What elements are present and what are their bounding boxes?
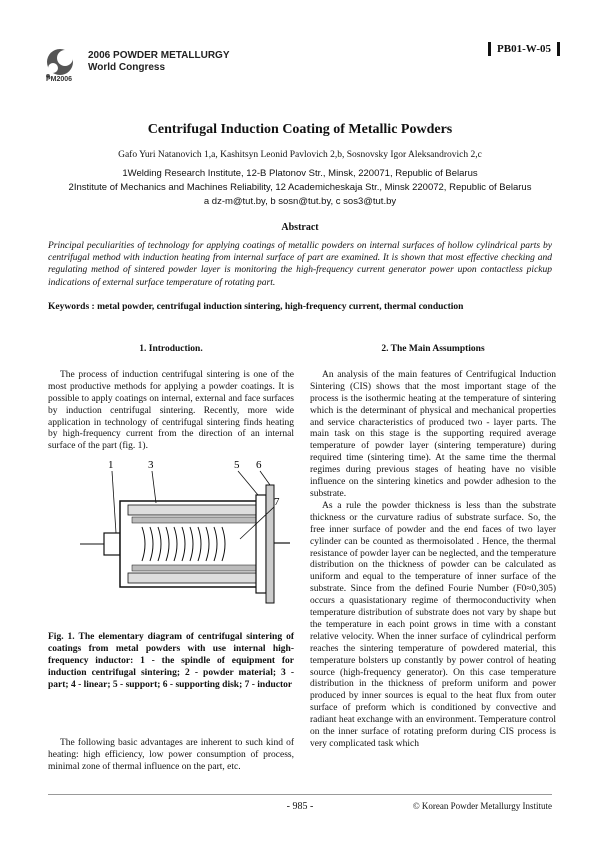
page-number: - 985 - [286, 801, 314, 812]
right-column [310, 344, 556, 751]
abstract-heading: Abstract [281, 222, 319, 233]
section-2-paragraph-1: An analysis of the main features of Centrifugical Induction Sintering (CIS) shows that the most important stage of the process is the isothermic heating at the temperature of sintering which is the determinant of physical and mechanical properties and service characteristics of produced two - layer parts. The main task on this stage is the supporting required average temperature of powder layer (sintering temperature) during required time (sintering time). At the same time the thermal regimes during previous stages of heating have no visible influence on the sintering kinetics and powder adhesion to the substrate. [310, 369, 556, 499]
figure-label-1: 1 [108, 459, 114, 471]
affiliation-1: 1Welding Research Institute, 12-B Platonov Str., Minsk, 220071, Republic of Belarus [122, 168, 478, 179]
paper-title: Centrifugal Induction Coating of Metallic Powders [147, 122, 453, 137]
figure-label-3: 3 [148, 459, 154, 471]
section-1-heading: 1. Introduction. [139, 344, 203, 354]
figure-label-7: 7 [274, 496, 280, 508]
left-column [48, 344, 294, 453]
section-2-paragraph-2: As a rule the powder thickness is less than the substrate thickness or the curvature radius of substrate surface. So, the free inner surface of powder and the end faces of two layer cylinder can be counted as thermoisolated . Hence, the thermal resistance of powder layer can be neglected, and the temperature distribution on the thickness of powder can be calculated as uniform and equal to the temperature of inner surface of the substrate. Since from the defined Fourie Number (F0≈0,305) occurs a quasistationary regime of thermoconductivity when temperature distribution of substrate does not vary by shape but the temperature in each point grows in time with a constant relative velocity. When the inner surface of cylindrical perform reaches the sintering temperature of powdered material, this temperature bolsters up constantly by power control of heating source (high-frequency generator). On this case temperature distribution in the thickness of preform uniform and power produced by inner sources is equal to the heat flux from outer surface of preform which is conditioned by convective and radiant heat exchange with an environment. Temperature control on the inner surface of rotating preform during CIS process is very complicated task which [310, 500, 556, 749]
footer-divider [48, 794, 552, 795]
figure-1-caption: Fig. 1. The elementary diagram of centrifugal sintering of coatings from metal powders with use internal high-frequency inductor: 1 - the spindle of equipment for induction centrifugal sintering; 2 - powder material; 3 - part; 4 - linear; 5 - support; 6 - supporting disk; 7 - inductor [48, 632, 294, 690]
authors: Gafo Yuri Natanovich 1,a, Kashitsyn Leonid Pavlovich 2,b, Sosnovsky Igor Aleksandrovich 2,c [118, 150, 482, 160]
figure-label-6: 6 [256, 459, 262, 471]
copyright: © Korean Powder Metallurgy Institute [412, 801, 552, 811]
paper-code: PB01-W-05 [488, 42, 560, 56]
abstract-text: Principal peculiarities of technology for applying coatings of metallic powders on internal surfaces of hollow cylindrical parts by centrifugal method with induction heating from internal surface of part are examined. It is shown that most effective checking and regulating method of sintered powder layer is monitoring the high-frequency current generator power upon contactless pickup indications of external surface temperature of rotating part. [48, 241, 552, 288]
author-emails: a dz-m@tut.by, b sosn@tut.by, c sos3@tut.by [203, 196, 397, 207]
section-1-paragraph-1: The process of induction centrifugal sintering is one of the most productive methods for applying a powder coatings. It is possible to apply coatings on internal, external and face surfaces by induction centrifugal sintering. Recently, more wide application in technology of centrifugal sintering finds heating by high-frequency current from the direction of an internal surface of the part (fig. 1). [48, 369, 294, 452]
affiliation-2: 2Institute of Mechanics and Machines Reliability, 12 Academicheskaja Str., Minsk 220072, Republic of Belarus [68, 182, 532, 193]
conference-line-1: 2006 POWDER METALLURGY [88, 50, 230, 61]
keywords: Keywords : metal powder, centrifugal induction sintering, high-frequency current, thermal conduction [48, 302, 464, 312]
section-2-heading: 2. The Main Assumptions [381, 344, 485, 354]
section-1-paragraph-2: The following basic advantages are inherent to such kind of heating: high efficiency, low power consumption of process, minimal zone of thermal influence on the part, etc. [48, 738, 294, 772]
conference-line-2: World Congress [88, 62, 166, 73]
figure-1-diagram [60, 455, 292, 623]
figure-label-5: 5 [234, 459, 240, 471]
logo-text: PM2006 [46, 76, 73, 83]
conference-name [88, 50, 230, 74]
